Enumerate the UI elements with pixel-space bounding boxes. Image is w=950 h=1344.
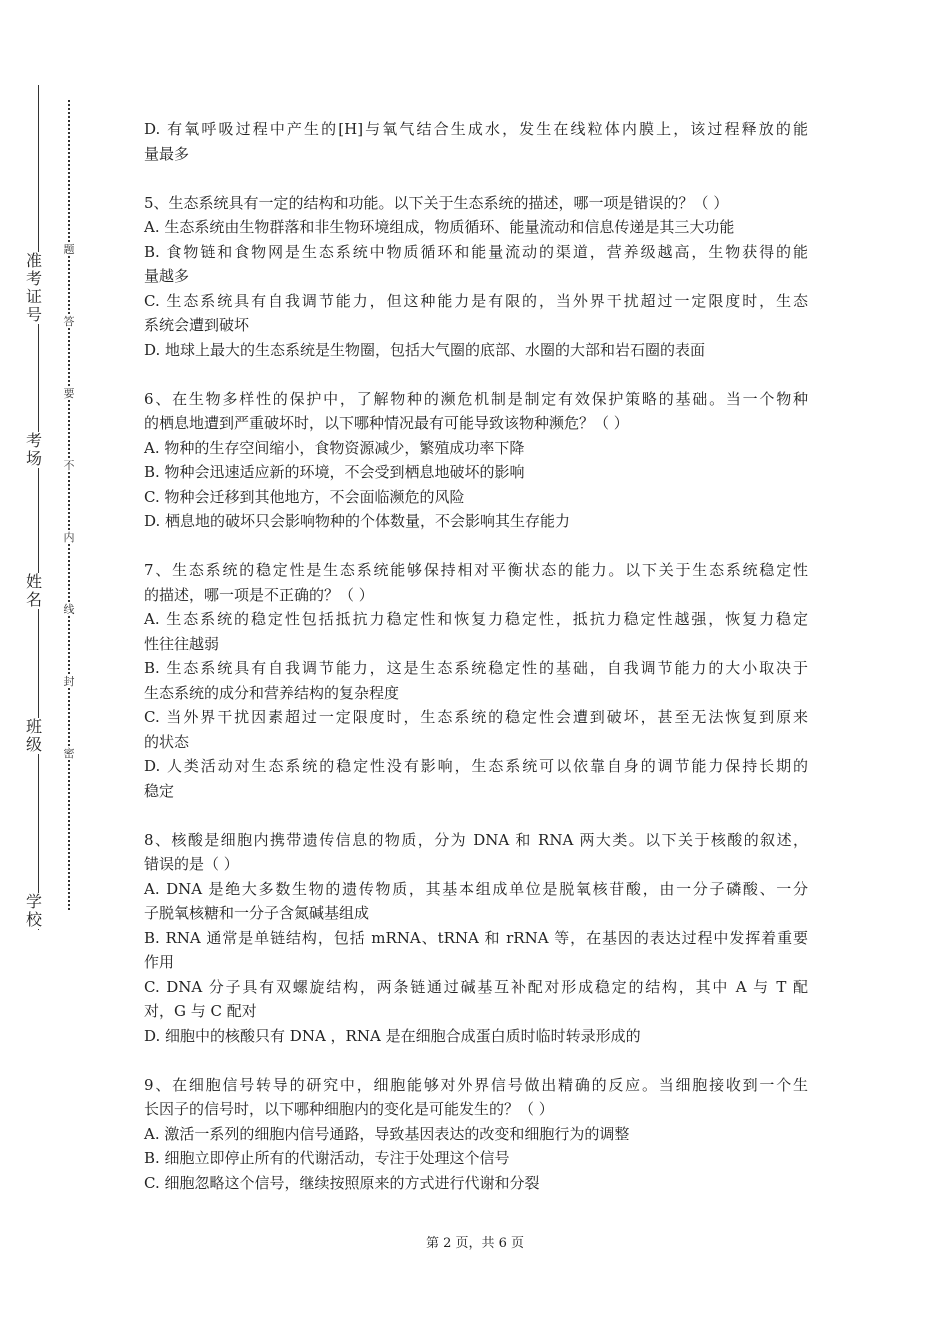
binding-solid-line <box>38 85 39 930</box>
q6-option-b: B. 物种会迅速适应新的环境，不会受到栖息地破坏的影响 <box>144 463 525 481</box>
field-exam-room <box>22 432 46 468</box>
q8-option-a-line1: A. DNA 是绝大多数生物的遗传物质，其基本组成单位是脱氧核苷酸，由一分子磷酸、一分 <box>144 879 808 898</box>
q7-option-b-line2: 生态系统的成分和营养结构的复杂程度 <box>144 683 400 702</box>
q4-option-d-line2: 量最多 <box>144 144 190 163</box>
question-content <box>144 117 808 1195</box>
field-name <box>22 573 46 609</box>
q5-option-d: D. 地球上最大的生态系统是生物圈，包括大气圈的底部、水圈的大部和岩石圈的表面 <box>144 340 706 359</box>
field-class-text: 班级 <box>25 717 42 754</box>
q8-stem-line2: 错误的是（ ） <box>144 855 239 873</box>
q7-option-d-line1: D. 人类活动对生态系统的稳定性没有影响，生态系统可以依靠自身的调节能力保持长期的 <box>144 757 808 775</box>
q7-option-c-line2: 的状态 <box>144 732 190 751</box>
field-exam-room-text: 考场 <box>25 431 42 468</box>
q7-option-a-line1: A. 生态系统的稳定性包括抵抗力稳定性和恢复力稳定性，抵抗力稳定性越强，恢复力稳定 <box>144 610 808 628</box>
q8-stem-line1: 8、核酸是细胞内携带遗传信息的物质，分为 DNA 和 RNA 两大类。以下关于核酸的叙述， <box>144 830 808 849</box>
q7-stem-line2: 的描述，哪一项是不正确的？（ ） <box>144 585 374 604</box>
seal-word-yao: 要 <box>61 388 77 400</box>
field-class <box>22 718 46 754</box>
question-7 <box>144 558 808 803</box>
q8-option-c-line1: C. DNA 分子具有双螺旋结构，两条链通过碱基互补配对形成稳定的结构，其中 A 与 T 配 <box>144 977 808 996</box>
seal-word-feng: 封 <box>61 676 77 688</box>
q6-stem-line2: 的栖息地遭到严重破坏时，以下哪种情况最有可能导致该物种濒危？（ ） <box>144 414 629 432</box>
q5-option-b-line1: B. 食物链和食物网是生态系统中物质循环和能量流动的渠道，营养级越高，生物获得的能 <box>144 242 808 261</box>
q9-option-b: B. 细胞立即停止所有的代谢活动，专注于处理这个信号 <box>144 1149 510 1167</box>
q8-option-b-line1: B. RNA 通常是单链结构，包括 mRNA、tRNA 和 rRNA 等，在基因的表达过程中发挥着重要 <box>144 928 808 947</box>
page-footer <box>0 1232 950 1251</box>
question-9 <box>144 1073 808 1196</box>
q7-option-b-line1: B. 生态系统具有自我调节能力，这是生态系统稳定性的基础，自我调节能力的大小取决于 <box>144 659 808 677</box>
field-school-text: 学校 <box>25 892 42 929</box>
seal-word-da: 答 <box>61 316 77 328</box>
q8-option-a-line2: 子脱氧核糖和一分子含氮碱基组成 <box>144 904 370 922</box>
q7-stem-line1: 7、生态系统的稳定性是生态系统能够保持相对平衡状态的能力。以下关于生态系统稳定性 <box>144 561 808 579</box>
q5-option-b-line2: 量越多 <box>144 267 190 285</box>
page-number: 第 2 页，共 6 页 <box>425 1236 525 1251</box>
q4-option-d-line1: D. 有氧呼吸过程中产生的[H]与氧气结合生成水，发生在线粒体内膜上，该过程释放的能 <box>144 120 808 138</box>
seal-word-ti: 题 <box>61 244 77 256</box>
q6-option-d: D. 栖息地的破坏只会影响物种的个体数量，不会影响其生存能力 <box>144 512 571 530</box>
q6-stem-line1: 6、在生物多样性的保护中，了解物种的濒危机制是制定有效保护策略的基础。当一个物种 <box>144 389 808 408</box>
q6-option-a: A. 物种的生存空间缩小，食物资源减少，繁殖成功率下降 <box>144 438 525 457</box>
field-exam-number-text: 准考证号 <box>25 251 42 324</box>
question-8 <box>144 828 808 1049</box>
q7-option-c-line1: C. 当外界干扰因素超过一定限度时，生态系统的稳定性会遭到破坏，甚至无法恢复到原来 <box>144 708 808 726</box>
q9-option-c: C. 细胞忽略这个信号，继续按照原来的方式进行代谢和分裂 <box>144 1173 540 1192</box>
q9-stem-line1: 9、在细胞信号转导的研究中，细胞能够对外界信号做出精确的反应。当细胞接收到一个生 <box>144 1075 808 1094</box>
field-exam-number <box>22 252 46 324</box>
question-6 <box>144 387 808 534</box>
q5-option-a: A. 生态系统由生物群落和非生物环境组成，物质循环、能量流动和信息传递是其三大功能 <box>144 218 735 236</box>
q8-option-c-line2: 对，G 与 C 配对 <box>144 1002 257 1020</box>
seal-dotted-line <box>68 100 70 910</box>
seal-word-nei: 内 <box>61 532 77 544</box>
field-school <box>22 893 46 929</box>
q9-option-a: A. 激活一系列的细胞内信号通路，导致基因表达的改变和细胞行为的调整 <box>144 1124 630 1143</box>
q7-option-a-line2: 性往往越弱 <box>144 634 220 653</box>
question-5 <box>144 191 808 363</box>
field-name-text: 姓名 <box>25 572 42 609</box>
q9-stem-line2: 长因子的信号时，以下哪种细胞内的变化是可能发生的？（ ） <box>144 1100 554 1118</box>
q5-option-c-line1: C. 生态系统具有自我调节能力，但这种能力是有限的，当外界干扰超过一定限度时，生态 <box>144 291 808 310</box>
q8-option-b-line2: 作用 <box>144 953 175 971</box>
q8-option-d: D. 细胞中的核酸只有 DNA ，RNA 是在细胞合成蛋白质时临时转录形成的 <box>144 1026 641 1045</box>
seal-word-bu: 不 <box>61 460 77 472</box>
seal-word-mi: 密 <box>61 748 77 760</box>
question-4-tail <box>144 117 808 166</box>
q5-option-c-line2: 系统会遭到破坏 <box>144 316 250 334</box>
q7-option-d-line2: 稳定 <box>144 781 175 800</box>
q5-stem: 5、生态系统具有一定的结构和功能。以下关于生态系统的描述，哪一项是错误的？（ ） <box>144 193 729 212</box>
seal-word-xian: 线 <box>61 604 77 616</box>
q6-option-c: C. 物种会迁移到其他地方，不会面临濒危的风险 <box>144 487 465 506</box>
